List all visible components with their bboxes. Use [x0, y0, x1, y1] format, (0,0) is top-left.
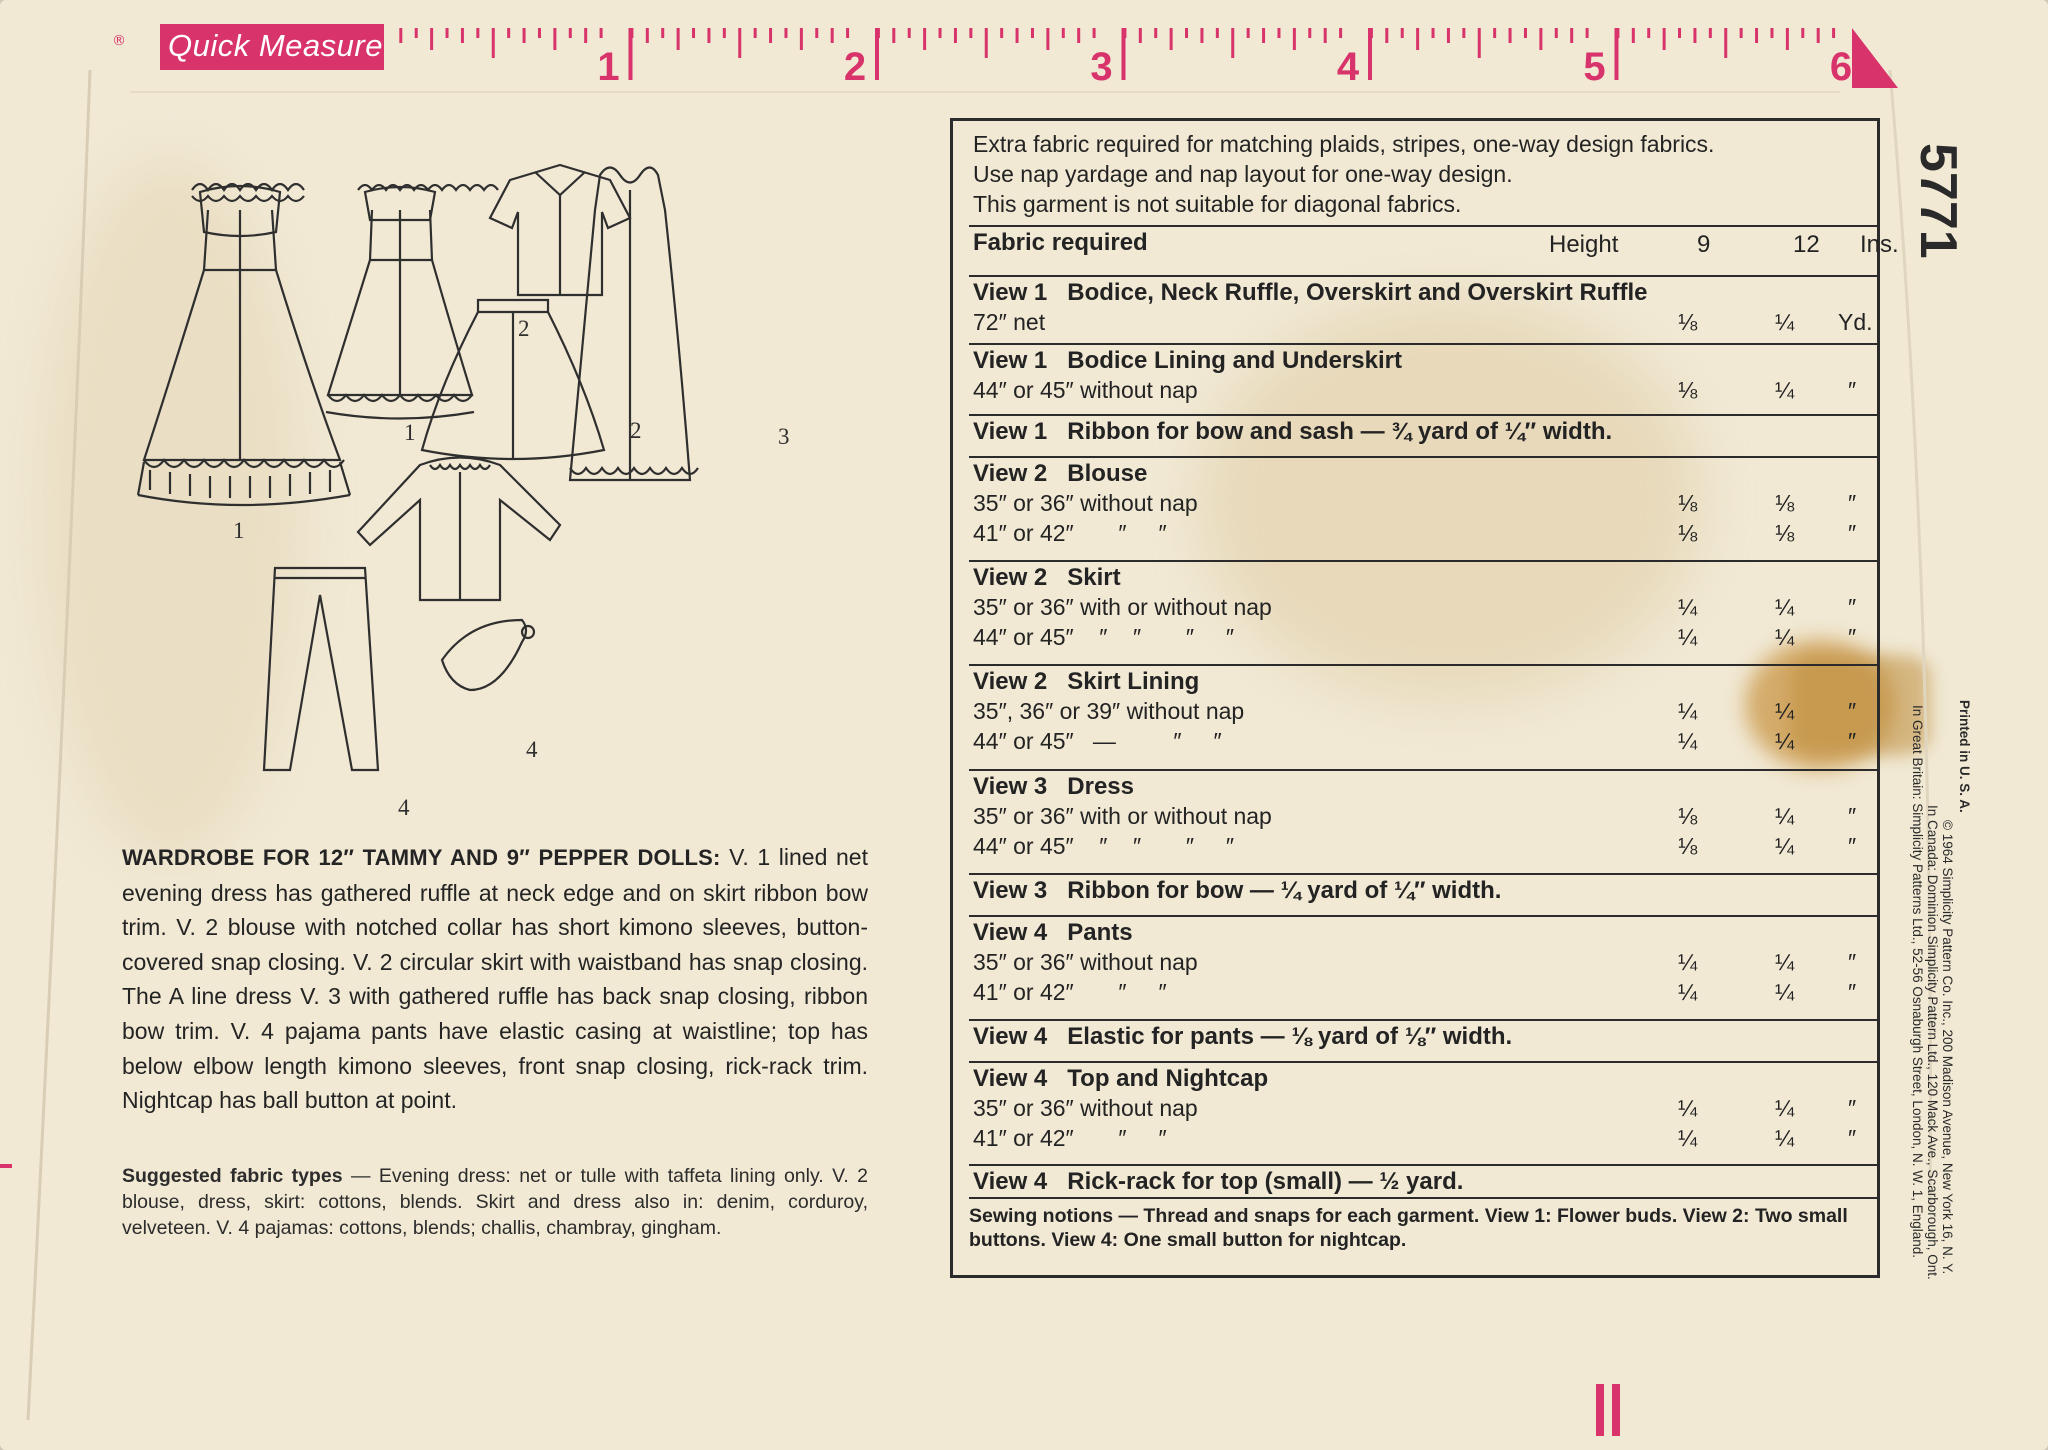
copyright-notice: © 1964 Simplicity Pattern Co. Inc., 200 Madison Avenue, New York 16, N. Y. [1940, 820, 1955, 1275]
header-height: Height [1549, 231, 1619, 258]
intro-line: Extra fabric required for matching plaids, stripes, one-way design fabrics. [973, 131, 1715, 157]
yardage-size-9: ⅛ [1678, 803, 1698, 829]
header-size-9: 9 [1697, 231, 1711, 258]
description-body: V. 1 lined net evening dress has gathered ruffle at neck edge and on skirt ribbon bow trim. V. 2 blouse with notched collar has short kimono sleeves, button-covered snap closing. V. 2 circular skirt with waistband has snap closing. The A line dress V. 3 with gathered ruffle has back snap closing, ribbon bow trim. V. 4 pajama pants have elastic casing at waistline; top has below elbow length kimono sleeves, front snap closing, rick-rack trim. Nightcap has ball button at point. [122, 844, 868, 1114]
row-title: View 4 Rick-rack for top (small) — ½ yard. [973, 1168, 1464, 1195]
table-divider [969, 1061, 1877, 1063]
yardage-size-12: ¼ [1775, 979, 1795, 1005]
row-title: View 1 Bodice Lining and Underskirt [973, 347, 1402, 374]
view-number-label: 2 [630, 418, 642, 443]
nightcap-view4-illustration [442, 620, 534, 690]
fabric-requirements-table [950, 118, 1899, 1278]
yardage-size-9: ⅛ [1678, 377, 1698, 403]
row-title: View 2 Blouse [973, 460, 1148, 487]
view-number-label: 4 [526, 737, 538, 762]
row-title: View 1 Bodice, Neck Ruffle, Overskirt and Overskirt Ruffle [973, 279, 1648, 306]
row-fabric-width: 44″ or 45″ — ″ ″ [973, 728, 1222, 754]
yardage-unit: ″ [1848, 490, 1857, 516]
suggested-fabrics [122, 1163, 868, 1241]
yardage-size-12: ⅛ [1775, 520, 1795, 546]
yardage-size-9: ⅛ [1678, 490, 1698, 516]
row-fabric-width: 35″ or 36″ without nap [973, 1095, 1198, 1121]
yardage-size-12: ¼ [1775, 803, 1795, 829]
row-fabric-width: 44″ or 45″ ″ ″ ″ ″ [973, 833, 1235, 859]
table-divider [969, 915, 1877, 917]
table-divider [969, 560, 1877, 562]
yardage-size-9: ¼ [1678, 1125, 1698, 1151]
row-title: View 3 Ribbon for bow — ¼ yard of ¼″ width. [973, 877, 1502, 904]
yardage-unit: ″ [1848, 520, 1857, 546]
yardage-size-9: ¼ [1678, 979, 1698, 1005]
intro-line: This garment is not suitable for diagonal fabrics. [973, 191, 1462, 217]
table-divider [969, 1019, 1877, 1021]
table-divider [969, 414, 1877, 416]
table-divider [969, 275, 1877, 277]
table-divider [969, 664, 1877, 666]
yardage-unit: ″ [1848, 833, 1857, 859]
yardage-size-12: ¼ [1775, 624, 1795, 650]
quick-measure-ruler [0, 0, 2048, 110]
pattern-description [122, 840, 868, 1118]
view-number-label: 4 [398, 795, 410, 820]
row-fabric-width: 35″ or 36″ without nap [973, 490, 1198, 516]
ruler-number: 2 [843, 45, 867, 89]
yardage-unit: ″ [1848, 949, 1857, 975]
bottom-mark [1596, 1384, 1604, 1436]
description-heading: WARDROBE FOR 12″ TAMMY AND 9″ PEPPER DOLLS: [122, 845, 721, 870]
row-title: View 3 Dress [973, 773, 1134, 800]
sewing-notions: Sewing notions — Thread and snaps for each garment. View 1: Flower buds. View 2: Two small buttons. View 4: One small button for nightcap. [969, 1205, 1848, 1251]
suggested-heading: Suggested fabric types [122, 1165, 343, 1187]
view-number-label: 1 [233, 518, 245, 543]
yardage-size-12: ¼ [1775, 309, 1795, 335]
yardage-size-9: ¼ [1678, 594, 1698, 620]
quick-measure-label: Quick Measure [168, 28, 383, 63]
yardage-size-12: ¼ [1775, 698, 1795, 724]
printed-in-usa: Printed in U. S. A. [1957, 700, 1972, 813]
yardage-size-9: ⅛ [1678, 309, 1698, 335]
yardage-size-9: ¼ [1678, 698, 1698, 724]
row-title: View 4 Elastic for pants — ⅛ yard of ⅛″ width. [973, 1023, 1513, 1050]
yardage-size-9: ¼ [1678, 728, 1698, 754]
yardage-size-12: ¼ [1775, 949, 1795, 975]
yardage-size-12: ¼ [1775, 728, 1795, 754]
yardage-size-9: ¼ [1678, 1095, 1698, 1121]
ruler-end-arrow [1852, 28, 1898, 88]
yardage-size-9: ¼ [1678, 624, 1698, 650]
row-fabric-width: 35″ or 36″ with or without nap [973, 594, 1272, 620]
row-fabric-width: 41″ or 42″ ″ ″ [973, 1125, 1167, 1151]
yardage-unit: ″ [1848, 1125, 1857, 1151]
intro-line: Use nap yardage and nap layout for one-way design. [973, 161, 1513, 187]
ruler-number: 4 [1336, 45, 1360, 89]
top-view4-illustration [358, 458, 560, 601]
dress-view1-short-illustration [326, 185, 498, 419]
row-fabric-width: 72″ net [973, 309, 1046, 335]
yardage-size-9: ⅛ [1678, 520, 1698, 546]
table-divider [969, 456, 1877, 458]
header-size-12: 12 [1793, 231, 1820, 258]
edge-mark [0, 1164, 12, 1168]
skirt-view2-illustration [422, 300, 604, 460]
view-number-label: 3 [778, 424, 790, 449]
table-divider [969, 873, 1877, 875]
yardage-size-12: ¼ [1775, 1095, 1795, 1121]
view-number-label: 1 [404, 420, 416, 445]
row-title: View 4 Top and Nightcap [973, 1065, 1269, 1092]
yardage-size-12: ¼ [1775, 377, 1795, 403]
registered-mark: ® [112, 33, 126, 49]
row-fabric-width: 44″ or 45″ ″ ″ ″ ″ [973, 624, 1235, 650]
yardage-unit: ″ [1848, 624, 1857, 650]
suggested-body: — Evening dress: net or tulle with taffeta lining only. V. 2 blouse, dress, skirt: cottons, blends. Skirt and dress also in: denim, corduroy, velveteen. V. 4 pajamas: cottons, blends; challis, chambray, gingham. [122, 1165, 868, 1239]
table-divider [969, 769, 1877, 771]
yardage-size-9: ¼ [1678, 949, 1698, 975]
row-fabric-width: 44″ or 45″ without nap [973, 377, 1198, 403]
dress-view1-illustration [138, 184, 350, 505]
ruler-number: 5 [1583, 45, 1606, 89]
yardage-unit: ″ [1848, 377, 1857, 403]
garment-illustrations [130, 150, 870, 830]
row-title: View 2 Skirt [973, 564, 1121, 591]
header-unit: Ins. [1860, 231, 1899, 258]
row-title: View 1 Ribbon for bow and sash — ¾ yard of ¼″ width. [973, 418, 1613, 445]
yardage-size-12: ¼ [1775, 833, 1795, 859]
yardage-unit: ″ [1848, 979, 1857, 1005]
row-fabric-width: 35″, 36″ or 39″ without nap [973, 698, 1245, 724]
bottom-mark [1612, 1384, 1620, 1436]
table-header [973, 227, 1899, 261]
row-fabric-width: 41″ or 42″ ″ ″ [973, 979, 1167, 1005]
row-title: View 2 Skirt Lining [973, 668, 1200, 695]
ruler-number: 6 [1829, 45, 1853, 89]
yardage-unit: ″ [1848, 728, 1857, 754]
ruler-ticks [0, 0, 2048, 110]
britain-notice: In Great Britain: Simplicity Patterns Ltd., 52-56 Osnaburgh Street, London, N. W. 1, England. [1910, 705, 1925, 1259]
header-fabric: Fabric required [973, 229, 1148, 256]
table-divider [969, 1197, 1877, 1199]
yardage-size-12: ¼ [1775, 1125, 1795, 1151]
table-intro [973, 129, 1714, 219]
pants-view4-illustration [264, 568, 378, 770]
table-divider [969, 343, 1877, 345]
row-title: View 4 Pants [973, 919, 1133, 946]
yardage-unit: ″ [1848, 698, 1857, 724]
yardage-size-9: ⅛ [1678, 833, 1698, 859]
yardage-unit: ″ [1848, 803, 1857, 829]
blouse-view2-illustration [490, 165, 630, 295]
yardage-size-12: ⅛ [1775, 490, 1795, 516]
row-fabric-width: 35″ or 36″ with or without nap [973, 803, 1272, 829]
yardage-unit: ″ [1848, 594, 1857, 620]
pattern-number: 5771 [1909, 143, 1967, 259]
table-divider [969, 1164, 1877, 1166]
row-fabric-width: 41″ or 42″ ″ ″ [973, 520, 1167, 546]
view-number-label: 2 [518, 316, 530, 341]
yardage-size-12: ¼ [1775, 594, 1795, 620]
canada-notice: In Canada: Dominion Simplicity Pattern Ltd., 120 Mack Ave., Scarborough, Ont. [1925, 805, 1940, 1280]
row-fabric-width: 35″ or 36″ without nap [973, 949, 1198, 975]
ruler-number: 3 [1090, 45, 1113, 89]
yardage-unit: Yd. [1838, 309, 1873, 335]
ruler-number: 1 [597, 45, 620, 89]
yardage-unit: ″ [1848, 1095, 1857, 1121]
